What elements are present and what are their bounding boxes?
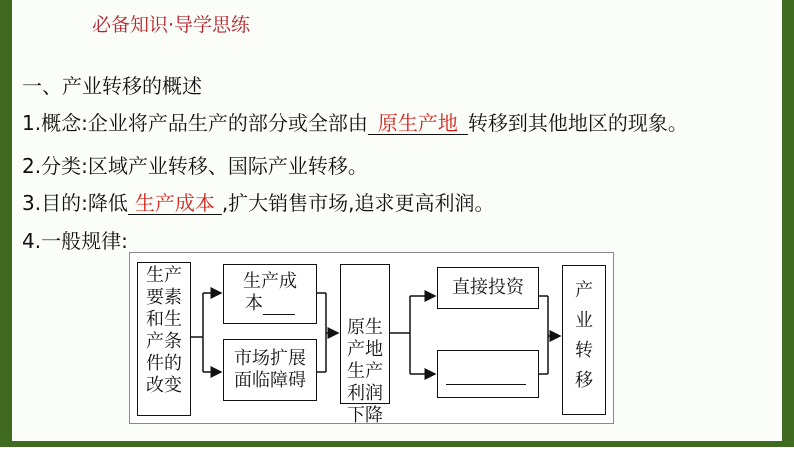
purpose-prefix: 3.目的:降低 [22,191,128,215]
flow-box-outcome: 产 业 转 移 [562,265,606,415]
purpose-suffix: ,扩大销售市场,追求更高利润。 [221,191,495,215]
concept-suffix: 转移到其他地区的现象。 [467,111,688,135]
slide-header: 必备知识·导学思练 [92,14,251,36]
flow-box-cause: 生产 要素 和生 产条 件的 改变 [137,262,191,416]
rule-line: 4.一般规律: [22,229,128,253]
concept-prefix: 1.概念:企业将产品生产的部分或全部由 [22,111,368,135]
section-title: 一、产业转移的概述 [22,74,202,98]
purpose-answer: 生产成本 [128,192,222,215]
concept-answer: 原生产地 [368,112,468,135]
flow-box-result-label: 原生 产地 生产 利润 下降 [347,317,383,426]
classification-line: 2.分类:区域产业转移、国际产业转移。 [22,154,368,178]
flow-box-invest: 直接投资 [437,267,539,309]
flow-box-cost-label: 生产成 本 [243,271,297,314]
flow-box-market-label: 市场扩展 面临障碍 [234,348,306,391]
